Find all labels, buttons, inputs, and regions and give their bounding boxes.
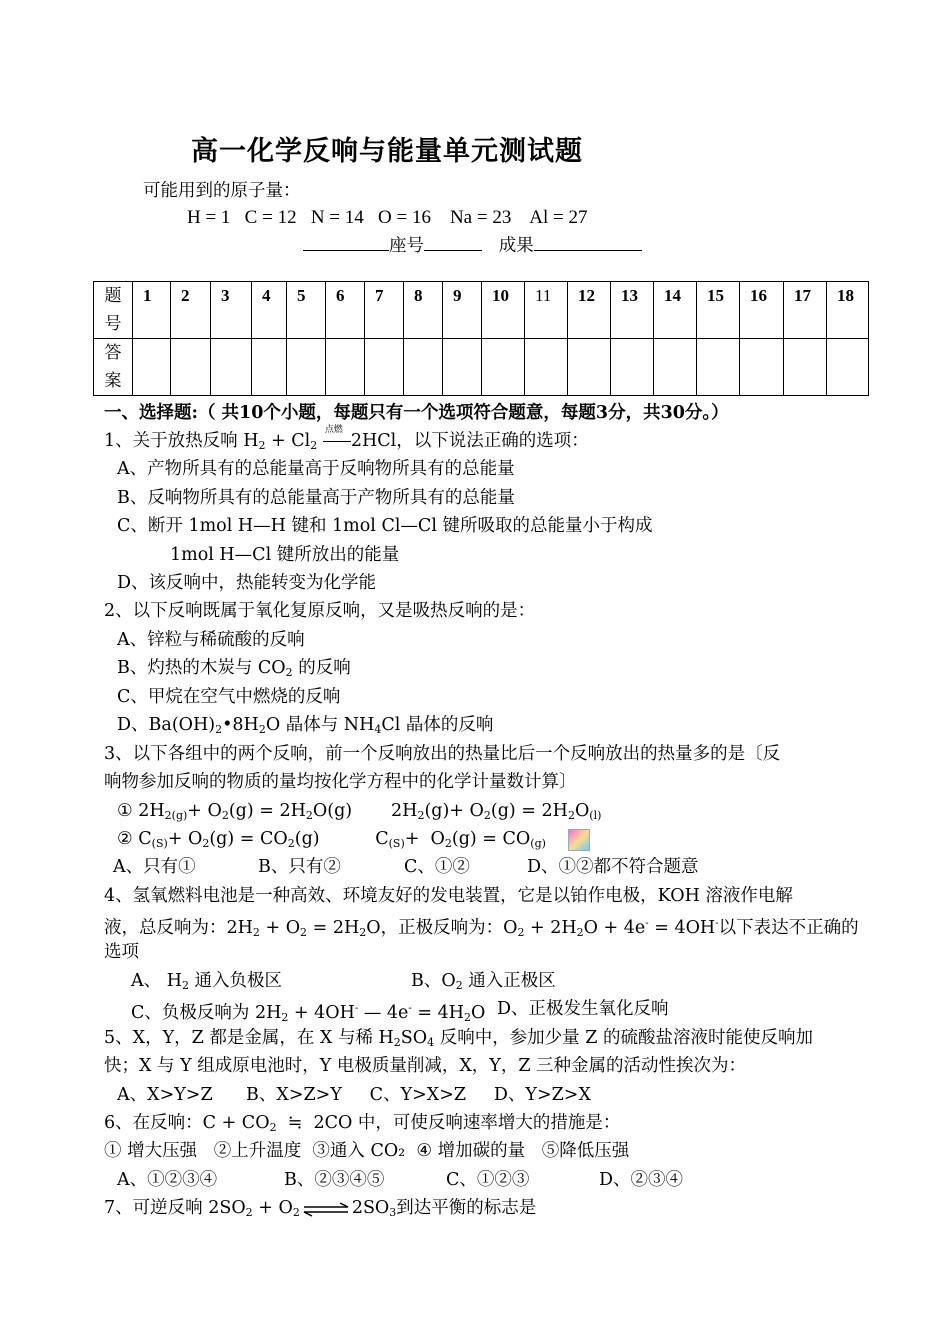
number-cell: 3 [211,282,252,339]
atomic-masses: H = 1 C = 12 N = 14 O = 16 Na = 23 Al = 27 [187,207,588,228]
number-cell: 5 [287,282,326,339]
answer-cell[interactable] [404,339,443,396]
number-cell: 13 [611,282,654,339]
q1-option-d[interactable]: D、该反响中，热能转变为化学能 [117,573,377,593]
reaction-arrow: 点燃 [323,441,351,442]
answer-cell[interactable] [611,339,654,396]
section-header: 一、选择题:（ 共10个小题，每题只有一个选项符合题意，每题3分，共30分。） [104,403,729,423]
answer-cell[interactable] [171,339,211,396]
number-cell: 9 [443,282,482,339]
q3-option-a[interactable]: A、只有① [113,857,196,877]
q1-option-c-cont: 1mol H—Cl 键所放出的能量 [170,545,400,565]
number-cell: 8 [404,282,443,339]
seat-label: 座号 [389,236,424,256]
answer-cell[interactable] [443,339,482,396]
q3-equation-2: ② $C_{(S)}+ O_2(g) = CO_2(g)$ $C_{(S)}+ O_2(g) = CO_{(g)}$ [117,825,590,858]
q5-options[interactable]: A、X>Y>Z B、X>Z>Y C、Y>X>Z D、Y>Z>X [117,1085,591,1105]
question-4-stem-line2: 液，总反响为：$2H_2 + O_2 = 2H_2O$，正极反响为：$O_2 + 2H_2O + 4e^- = 4OH^-$以下表达不正确的 [104,918,859,939]
question-3-stem-line1: 3、以下各组中的两个反响，前一个反响放出的热量比后一个反响放出的热量多的是〔反 [104,744,781,764]
number-cell: 7 [365,282,404,339]
q2-option-b[interactable]: B、灼热的木炭与 $CO_2$ 的反响 [117,658,351,679]
question-3-stem-line2: 响物参加反响的物质的量均按化学方程中的化学计量数计算〕 [104,772,577,792]
answer-cell[interactable] [287,339,326,396]
q1-option-a[interactable]: A、产物所具有的总能量高于反响物所具有的总能量 [117,459,515,479]
answer-cell[interactable] [133,339,171,396]
reversible-arrow-icon [302,1200,350,1218]
answer-cell[interactable] [697,339,740,396]
answer-cell[interactable] [525,339,568,396]
number-cell: 1 [133,282,171,339]
q2-option-d[interactable]: D、$Ba(OH)_2•8H_2O$ 晶体与 $NH_4Cl$ 晶体的反响 [117,715,494,736]
number-cell: 17 [784,282,827,339]
q6-option-b[interactable]: B、②③④⑤ [284,1170,385,1190]
q6-option-a[interactable]: A、①②③④ [117,1170,218,1190]
seat-score-line [303,232,642,260]
number-cell: 2 [171,282,211,339]
answer-cell[interactable] [740,339,784,396]
question-7-stem: 7、可逆反响 $2SO_2 + O_2$ $2SO_3$到达平衡的标志是 [104,1198,537,1219]
q4-option-d[interactable]: D、正极发生氧化反响 [497,999,669,1019]
number-cell: 10 [482,282,525,339]
answer-cell[interactable] [568,339,611,396]
row-header-answer: 答 案 [94,339,133,396]
q4-option-c[interactable]: C、负极反响为 $2H_2 + 4OH^-$ — $4e^- = 4H_2O$ [131,1003,486,1024]
question-6-stem: 6、在反响：$C + CO_2$ ≒ 2CO 中，可使反响速率增大的措施是： [104,1113,621,1134]
answer-cell[interactable] [482,339,525,396]
question-2-stem: 2、以下反响既属于氧化复原反响，又是吸热反响的是： [104,601,536,621]
score-label: 成果 [498,236,534,256]
number-cell: 16 [740,282,784,339]
question-1-stem: 1、关于放热反响 $H_2 + Cl_2$ 点燃 2HCl，以下说法正确的选项： [104,425,589,452]
q1-option-b[interactable]: B、反响物所具有的总能量高于产物所具有的总能量 [117,488,515,508]
question-4-stem-line3: 选项 [104,942,139,962]
score-blank[interactable] [534,232,642,251]
number-cell: 6 [326,282,365,339]
number-row [94,282,869,339]
q3-option-d[interactable]: D、①②都不符合题意 [527,857,699,877]
q1-option-c[interactable]: C、断开 1mol H—H 键和 1mol Cl—Cl 键所吸取的总能量小于构成 [117,516,653,536]
q4-option-b[interactable]: B、$O_2$ 通入正极区 [411,971,556,992]
number-cell: 4 [252,282,287,339]
atomic-masses-label: 可能用到的原子量： [143,181,301,201]
answer-cell[interactable] [654,339,697,396]
answer-cell[interactable] [784,339,827,396]
q6-option-c[interactable]: C、①②③ [446,1170,530,1190]
page-title: 高一化学反响与能量单元测试题 [191,136,583,167]
answer-cell[interactable] [211,339,252,396]
q2-option-c[interactable]: C、甲烷在空气中燃烧的反响 [117,687,341,707]
q6-measures: ① 增大压强 ②上升温度 ③通入 CO₂ ④ 增加碳的量 ⑤降低压强 [104,1141,630,1161]
name-blank[interactable] [303,232,389,251]
number-cell: 12 [568,282,611,339]
number-cell: 14 [654,282,697,339]
number-cell: 18 [827,282,869,339]
q3-option-b[interactable]: B、只有② [258,857,341,877]
question-4-stem-line1: 4、氢氧燃料电池是一种高效、环境友好的发电装置，它是以铂作电极，KOH 溶液作电解 [104,886,793,906]
answer-cell[interactable] [252,339,287,396]
question-5-stem-line2: 快；X 与 Y 组成原电池时，Y 电极质量削减，X，Y，Z 三种金属的活动性挨次为： [104,1056,747,1076]
seat-blank[interactable] [424,232,482,251]
number-cell: 11 [525,282,568,339]
q4-option-a[interactable]: A、 $H_2$ 通入负极区 [131,971,283,992]
answer-cell[interactable] [827,339,869,396]
q2-option-a[interactable]: A、锌粒与稀硫酸的反响 [117,630,305,650]
answer-table [93,281,869,396]
number-cell: 15 [697,282,740,339]
question-5-stem-line1: 5、X，Y，Z 都是金属，在 X 与稀 $H_2SO_4$ 反响中，参加少量 Z 的硫酸盐溶液时能使反响加 [104,1028,813,1049]
broken-image-icon [568,829,590,851]
q6-option-d[interactable]: D、②③④ [599,1170,684,1190]
q3-equation-1: ① $2H_{2(g)}+ O_2(g) = 2H_2O(g)$ $2H_2(g)+ O_2(g) = 2H_2O_{(l)}$ [117,801,602,822]
answer-cell[interactable] [326,339,365,396]
q3-option-c[interactable]: C、①② [404,857,470,877]
row-header-number: 题 号 [94,282,133,339]
answer-cell[interactable] [365,339,404,396]
answer-row [94,339,869,396]
